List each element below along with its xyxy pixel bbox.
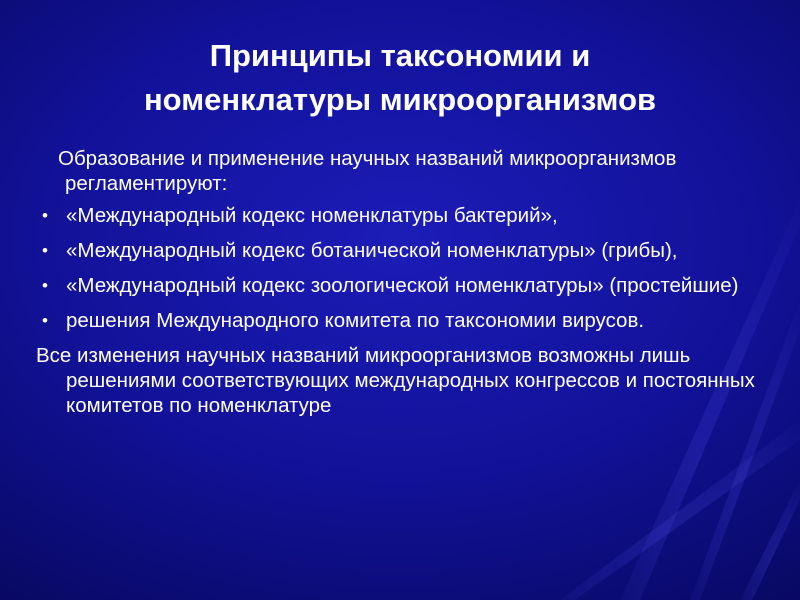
list-item [0, 238, 800, 263]
slide-title [40, 34, 760, 122]
list-item [0, 308, 800, 333]
list-item [0, 203, 800, 228]
bullet-text: «Международный кодекс зоологической номенклатуры» (простейшие) [66, 274, 739, 297]
bullet-icon: • [42, 241, 48, 260]
intro-paragraph: Образование и применение научных названий микроорганизмов регламентируют: [58, 147, 677, 195]
bullet-icon: • [42, 206, 48, 225]
bullet-text: «Международный кодекс ботанической номенклатуры» (грибы), [66, 239, 678, 262]
list-item [0, 273, 800, 298]
bullet-text: «Международный кодекс номенклатуры бактерий», [66, 204, 558, 227]
slide-title-line-2: номенклатуры микроорганизмов [143, 82, 657, 117]
bullet-text: решения Международного комитета по таксономии вирусов. [66, 309, 645, 332]
bullet-icon: • [42, 276, 48, 295]
bullet-icon: • [42, 311, 48, 330]
outro-paragraph: Все изменения научных названий микроорганизмов возможны лишь решениями соответствующих международных конгрессов и постоянных комитетов по номенклатуре [36, 344, 755, 417]
bullet-list [0, 203, 800, 333]
slide-body [0, 146, 800, 418]
slide-title-line-1: Принципы таксономии и [209, 38, 591, 73]
